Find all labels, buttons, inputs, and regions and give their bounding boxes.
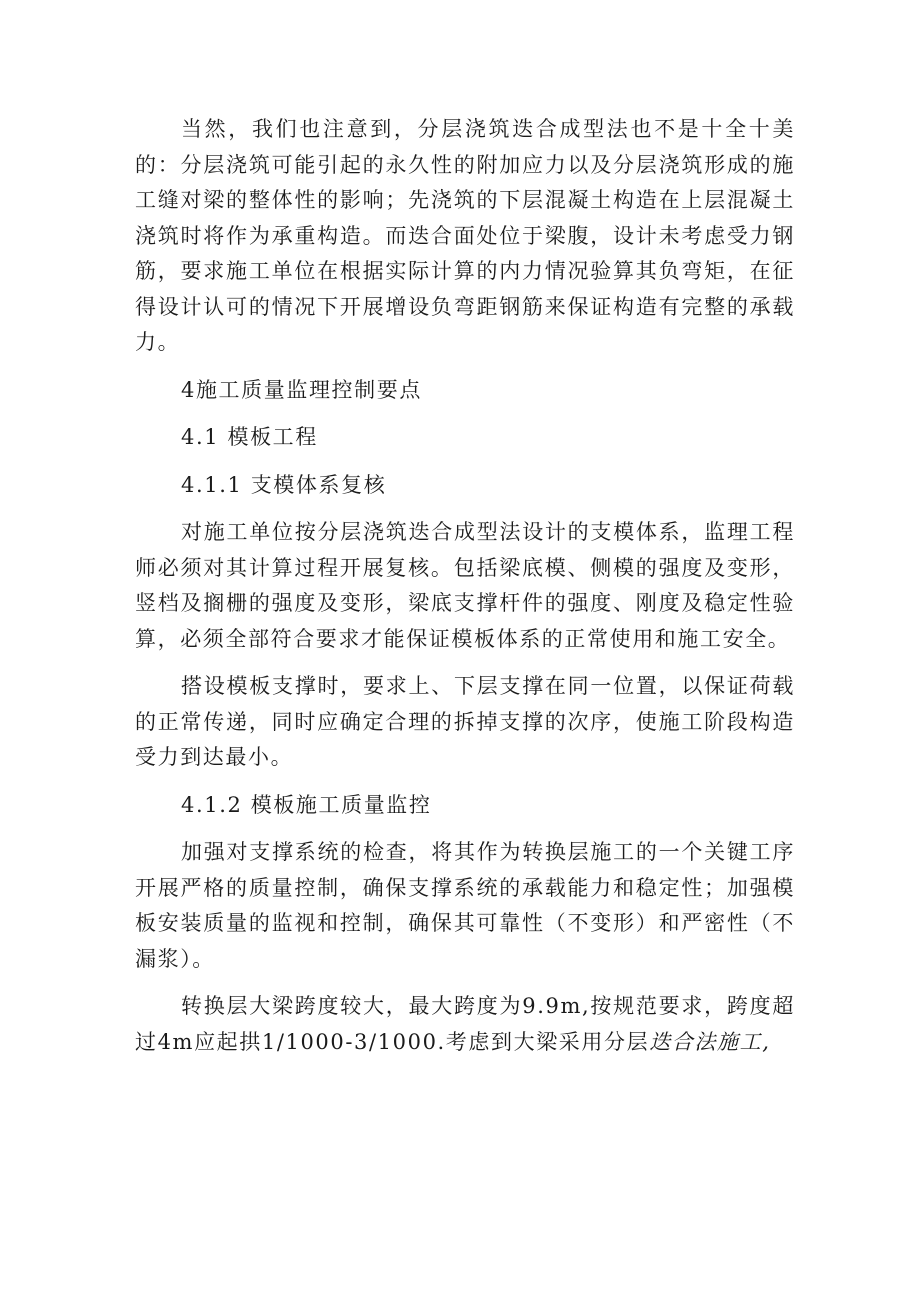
section-heading-4-1-1: 4.1.1 支模体系复核 bbox=[181, 472, 387, 497]
section-heading-4: 4施工质量监理控制要点 bbox=[181, 377, 422, 402]
document-body bbox=[135, 112, 795, 1072]
paragraph-support-erection: 搭设模板支撑时，要求上、下层支撑在同一位置，以保证荷载的正常传递，同时应确定合理的拆掉支撑的次序，使施工阶段构造受力到达最小。 bbox=[135, 674, 795, 769]
paragraph-beam-camber-italic: 迭合法施工, bbox=[649, 1029, 771, 1054]
paragraph-layered-pouring-drawbacks: 当然，我们也注意到，分层浇筑迭合成型法也不是十全十美的：分层浇筑可能引起的永久性的附加应力以及分层浇筑形成的施工缝对梁的整体性的影响；先浇筑的下层混凝土构造在上层混凝土浇筑时将作为承重构造。而迭合面处位于梁腹，设计未考虑受力钢筋，要求施工单位在根据实际计算的内力情况验算其负弯矩，在征得设计认可的情况下开展增设负弯距钢筋来保证构造有完整的承载力。 bbox=[135, 117, 795, 354]
section-heading-4-1: 4.1 模板工程 bbox=[181, 425, 318, 449]
section-heading-4-1-2: 4.1.2 模板施工质量监控 bbox=[181, 792, 432, 817]
paragraph-beam-camber-text: 转换层大梁跨度较大，最大跨度为9.9m,按规范要求，跨度超过4m应起拱1/1000-3/1000.考虑到大梁采用分层 bbox=[135, 994, 795, 1054]
paragraph-beam-camber bbox=[135, 989, 795, 1060]
paragraph-formwork-review: 对施工单位按分层浇筑迭合成型法设计的支模体系，监理工程师必须对其计算过程开展复核。包括梁底模、侧模的强度及变形，竖档及搁栅的强度及变形，梁底支撑杆件的强度、刚度及稳定性验算，必须全部符合要求才能保证模板体系的正常使用和施工安全。 bbox=[135, 520, 795, 651]
paragraph-support-inspection: 加强对支撑系统的检查，将其作为转换层施工的一个关键工序开展严格的质量控制，确保支撑系统的承载能力和稳定性；加强模板安装质量的监视和控制，确保其可靠性（不变形）和严密性（不漏浆）。 bbox=[135, 840, 795, 971]
